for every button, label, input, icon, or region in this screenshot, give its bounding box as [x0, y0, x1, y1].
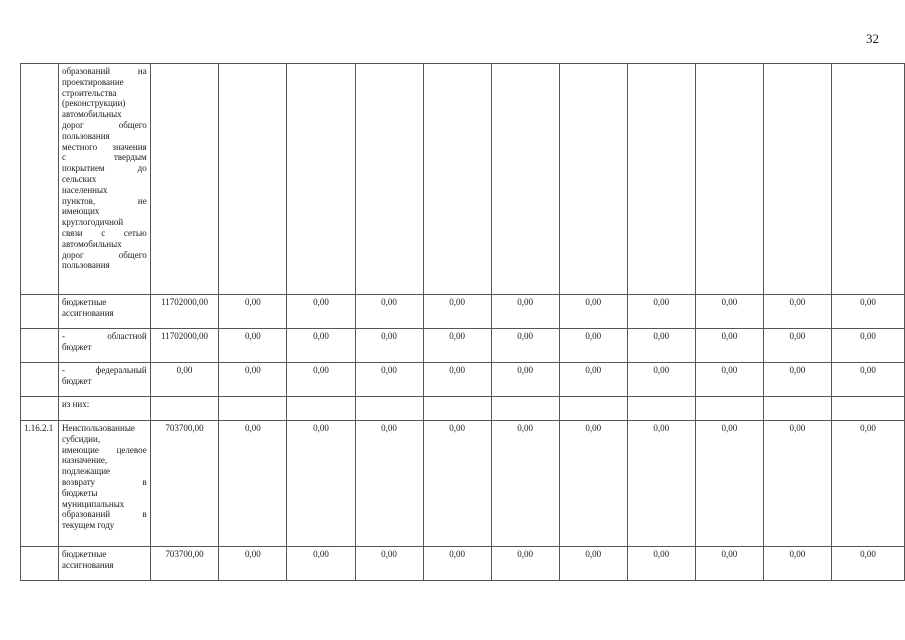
- description-line: автомобильных: [61, 238, 122, 249]
- value-cell: 0,00: [491, 421, 559, 547]
- value-cell: 11702000,00: [150, 329, 219, 363]
- value-cell: [219, 64, 287, 295]
- value-cell: 0,00: [491, 363, 559, 397]
- value-cell: 0,00: [219, 363, 287, 397]
- value-cell: 0,00: [695, 547, 763, 581]
- row-code: [21, 329, 59, 363]
- description-line: автомобильных: [61, 109, 122, 120]
- value-cell: [287, 397, 355, 421]
- value-cell: 0,00: [559, 547, 627, 581]
- description-line: дорог общего: [61, 249, 147, 260]
- value-cell: [831, 64, 904, 295]
- description-line: дорог общего: [61, 119, 147, 130]
- row-description: [58, 397, 150, 421]
- row-code: [21, 363, 59, 397]
- value-cell: 0,00: [763, 547, 831, 581]
- description-line: текущем году: [61, 520, 115, 531]
- description-line: бюджетные: [61, 549, 107, 559]
- value-cell: 0,00: [559, 295, 627, 329]
- table-row: [21, 295, 905, 329]
- row-description: [58, 421, 150, 547]
- value-cell: 0,00: [423, 329, 491, 363]
- description-line: с твердым: [61, 152, 147, 163]
- table-row: [21, 547, 905, 581]
- value-cell: 0,00: [695, 295, 763, 329]
- value-cell: 0,00: [491, 329, 559, 363]
- value-cell: 0,00: [831, 295, 904, 329]
- description-line: покрытием до: [61, 163, 147, 174]
- description-line: образований в: [61, 509, 147, 520]
- description-line: имеющих: [61, 206, 100, 217]
- value-cell: [559, 397, 627, 421]
- value-cell: 0,00: [627, 547, 695, 581]
- value-cell: 0,00: [150, 363, 219, 397]
- value-cell: 0,00: [831, 421, 904, 547]
- value-cell: 0,00: [355, 547, 423, 581]
- value-cell: 0,00: [355, 329, 423, 363]
- description-line: круглогодичной: [61, 217, 124, 228]
- description-line: подлежащие: [61, 466, 111, 477]
- value-cell: 0,00: [423, 547, 491, 581]
- value-cell: [627, 64, 695, 295]
- value-cell: 0,00: [355, 363, 423, 397]
- row-description: [58, 295, 150, 329]
- value-cell: [831, 397, 904, 421]
- row-code: [21, 295, 59, 329]
- value-cell: [763, 397, 831, 421]
- value-cell: 0,00: [491, 295, 559, 329]
- value-cell: 0,00: [763, 363, 831, 397]
- description-line: связи с сетью: [61, 227, 147, 238]
- value-cell: [219, 397, 287, 421]
- value-cell: [695, 397, 763, 421]
- value-cell: 703700,00: [150, 547, 219, 581]
- value-cell: [423, 397, 491, 421]
- description-line: сельских: [61, 173, 97, 184]
- description-line: пунктов, не: [61, 195, 147, 206]
- value-cell: 0,00: [287, 363, 355, 397]
- row-description: [58, 64, 150, 295]
- value-cell: 0,00: [763, 295, 831, 329]
- description-line: строительства: [61, 87, 117, 98]
- row-description: [58, 329, 150, 363]
- value-cell: [559, 64, 627, 295]
- value-cell: 0,00: [763, 421, 831, 547]
- value-cell: [491, 397, 559, 421]
- description-line: возврату в: [61, 476, 147, 487]
- value-cell: 0,00: [219, 421, 287, 547]
- row-code: [21, 64, 59, 295]
- description-line: ассигнования: [61, 559, 114, 570]
- value-cell: 0,00: [287, 421, 355, 547]
- description-line: муниципальных: [61, 498, 125, 509]
- description-line: - областной: [61, 331, 147, 341]
- row-code: [21, 547, 59, 581]
- value-cell: 0,00: [627, 421, 695, 547]
- value-cell: 0,00: [763, 329, 831, 363]
- table-row: [21, 421, 905, 547]
- table-row: [21, 329, 905, 363]
- row-code: [21, 397, 59, 421]
- row-code: 1.16.2.1: [21, 421, 59, 547]
- value-cell: 0,00: [423, 295, 491, 329]
- value-cell: 0,00: [219, 295, 287, 329]
- value-cell: 0,00: [695, 421, 763, 547]
- table-row: [21, 397, 905, 421]
- description-line: - федеральный: [61, 365, 147, 375]
- value-cell: [423, 64, 491, 295]
- value-cell: 0,00: [559, 421, 627, 547]
- description-line: населенных: [61, 184, 108, 195]
- description-line: бюджет: [61, 375, 92, 386]
- value-cell: 11702000,00: [150, 295, 219, 329]
- value-cell: 0,00: [355, 295, 423, 329]
- description-line: пользования: [61, 260, 110, 271]
- value-cell: 0,00: [831, 329, 904, 363]
- value-cell: 0,00: [287, 547, 355, 581]
- description-line: проектирование: [61, 76, 124, 87]
- value-cell: [627, 397, 695, 421]
- description-line: имеющие целевое: [61, 444, 147, 455]
- value-cell: [695, 64, 763, 295]
- value-cell: 0,00: [491, 547, 559, 581]
- description-line: бюджеты: [61, 487, 98, 498]
- value-cell: 0,00: [287, 329, 355, 363]
- value-cell: [150, 64, 219, 295]
- value-cell: 0,00: [627, 363, 695, 397]
- description-line: местного значения: [61, 141, 147, 152]
- row-description: [58, 547, 150, 581]
- description-line: образований на: [61, 66, 147, 76]
- value-cell: 0,00: [423, 421, 491, 547]
- value-cell: 0,00: [355, 421, 423, 547]
- value-cell: 0,00: [219, 329, 287, 363]
- value-cell: [355, 397, 423, 421]
- value-cell: 0,00: [559, 329, 627, 363]
- page-number: 32: [866, 31, 879, 46]
- description-line: назначение,: [61, 455, 108, 466]
- value-cell: 0,00: [627, 329, 695, 363]
- value-cell: 0,00: [695, 329, 763, 363]
- value-cell: 0,00: [423, 363, 491, 397]
- value-cell: [491, 64, 559, 295]
- value-cell: 0,00: [559, 363, 627, 397]
- value-cell: [287, 64, 355, 295]
- table-row: [21, 363, 905, 397]
- value-cell: 0,00: [695, 363, 763, 397]
- value-cell: [150, 397, 219, 421]
- value-cell: 703700,00: [150, 421, 219, 547]
- value-cell: [763, 64, 831, 295]
- table-row: [21, 64, 905, 295]
- row-description: [58, 363, 150, 397]
- value-cell: 0,00: [627, 295, 695, 329]
- budget-table: [20, 63, 905, 581]
- description-line: бюджет: [61, 341, 92, 352]
- value-cell: 0,00: [287, 295, 355, 329]
- description-line: бюджетные: [61, 297, 107, 307]
- value-cell: 0,00: [831, 547, 904, 581]
- description-line: (реконструкции): [61, 98, 126, 109]
- value-cell: 0,00: [831, 363, 904, 397]
- description-line: Неиспользованные: [61, 423, 135, 433]
- description-line: ассигнования: [61, 307, 114, 318]
- value-cell: [355, 64, 423, 295]
- value-cell: 0,00: [219, 547, 287, 581]
- description-line: из них:: [61, 399, 90, 409]
- description-line: пользования: [61, 130, 110, 141]
- description-line: субсидии,: [61, 433, 101, 444]
